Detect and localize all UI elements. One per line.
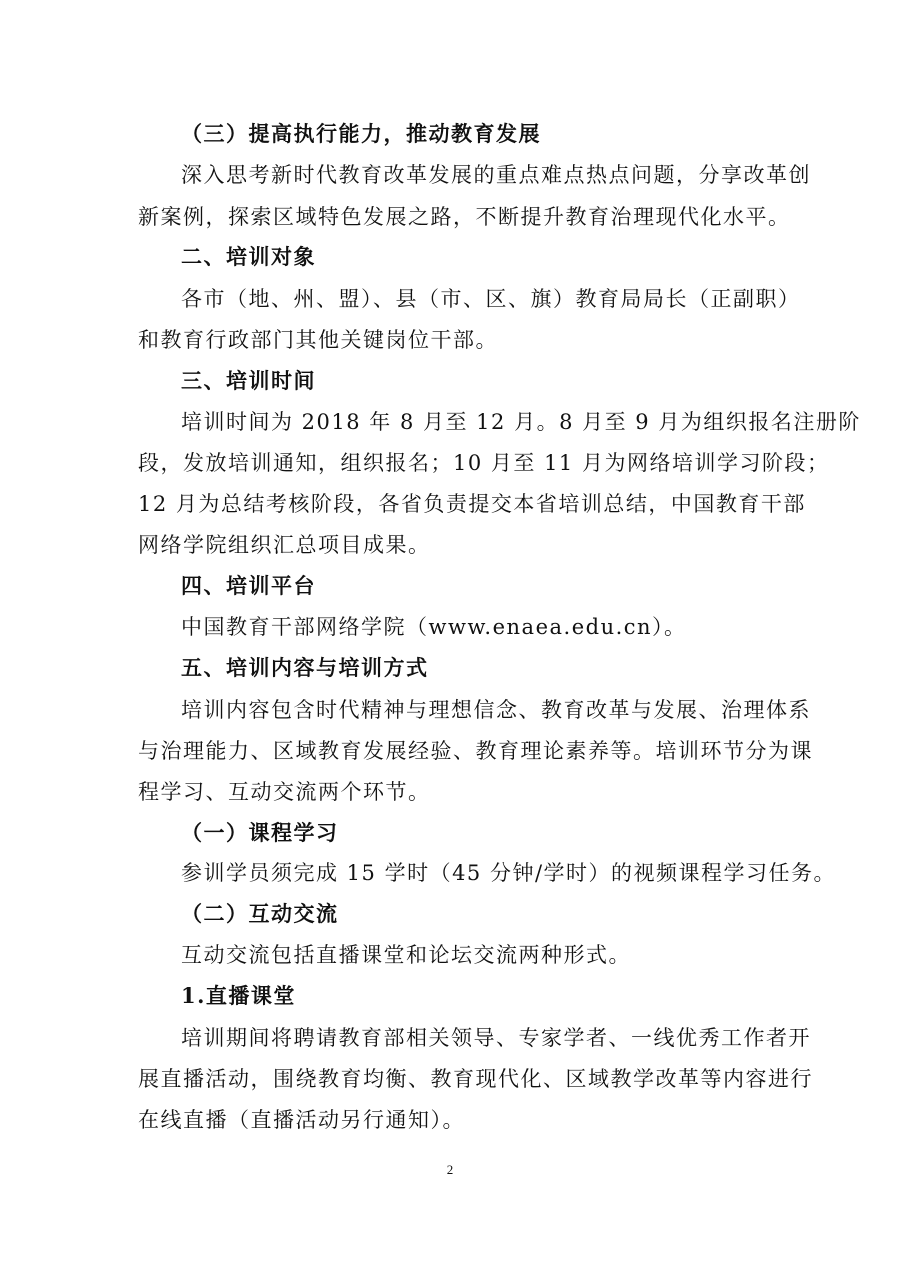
subsection-heading-2: （二）互动交流 [181,901,339,926]
page-number: 2 [446,1162,454,1177]
section-heading-2: 二、培训对象 [181,244,316,269]
paragraph-line: 参训学员须完成 15 学时（45 分钟/学时）的视频课程学习任务。 [181,861,837,885]
subsection-heading-1: （一）课程学习 [181,820,339,845]
paragraph-line: 新案例，探索区域特色发展之路，不断提升教育治理现代化水平。 [138,205,791,229]
paragraph-line: 中国教育干部网络学院（www.enaea.edu.cn）。 [181,615,687,639]
paragraph-line: 深入思考新时代教育改革发展的重点难点热点问题，分享改革创 [181,163,811,187]
section-heading-3: （三）提高执行能力，推动教育发展 [181,121,541,146]
paragraph-line: 12 月为总结考核阶段，各省负责提交本省培训总结，中国教育干部 [138,492,806,516]
paragraph-line: 与治理能力、区域教育发展经验、教育理论素养等。培训环节分为课 [138,739,813,763]
paragraph-line: 网络学院组织汇总项目成果。 [138,533,431,557]
paragraph-line: 培训内容包含时代精神与理想信念、教育改革与发展、治理体系 [181,698,811,722]
paragraph-line: 程学习、互动交流两个环节。 [138,780,431,804]
paragraph-line: 各市（地、州、盟）、县（市、区、旗）教育局局长（正副职） [181,287,801,311]
item-heading-1: 1.直播课堂 [181,983,296,1008]
paragraph-line: 培训期间将聘请教育部相关领导、专家学者、一线优秀工作者开 [181,1026,811,1050]
section-heading-5: 五、培训内容与培训方式 [181,655,429,680]
section-heading-4: 四、培训平台 [181,573,316,598]
paragraph-line: 和教育行政部门其他关键岗位干部。 [138,328,498,352]
section-heading-3: 三、培训时间 [181,368,316,393]
paragraph-line: 培训时间为 2018 年 8 月至 12 月。8 月至 9 月为组织报名注册阶 [181,410,861,434]
paragraph-line: 展直播活动，围绕教育均衡、教育现代化、区域教学改革等内容进行 [138,1067,813,1091]
paragraph-line: 互动交流包括直播课堂和论坛交流两种形式。 [181,943,631,967]
paragraph-line: 在线直播（直播活动另行通知）。 [138,1108,465,1132]
paragraph-line: 段，发放培训通知，组织报名；10 月至 11 月为网络培训学习阶段； [138,451,830,475]
